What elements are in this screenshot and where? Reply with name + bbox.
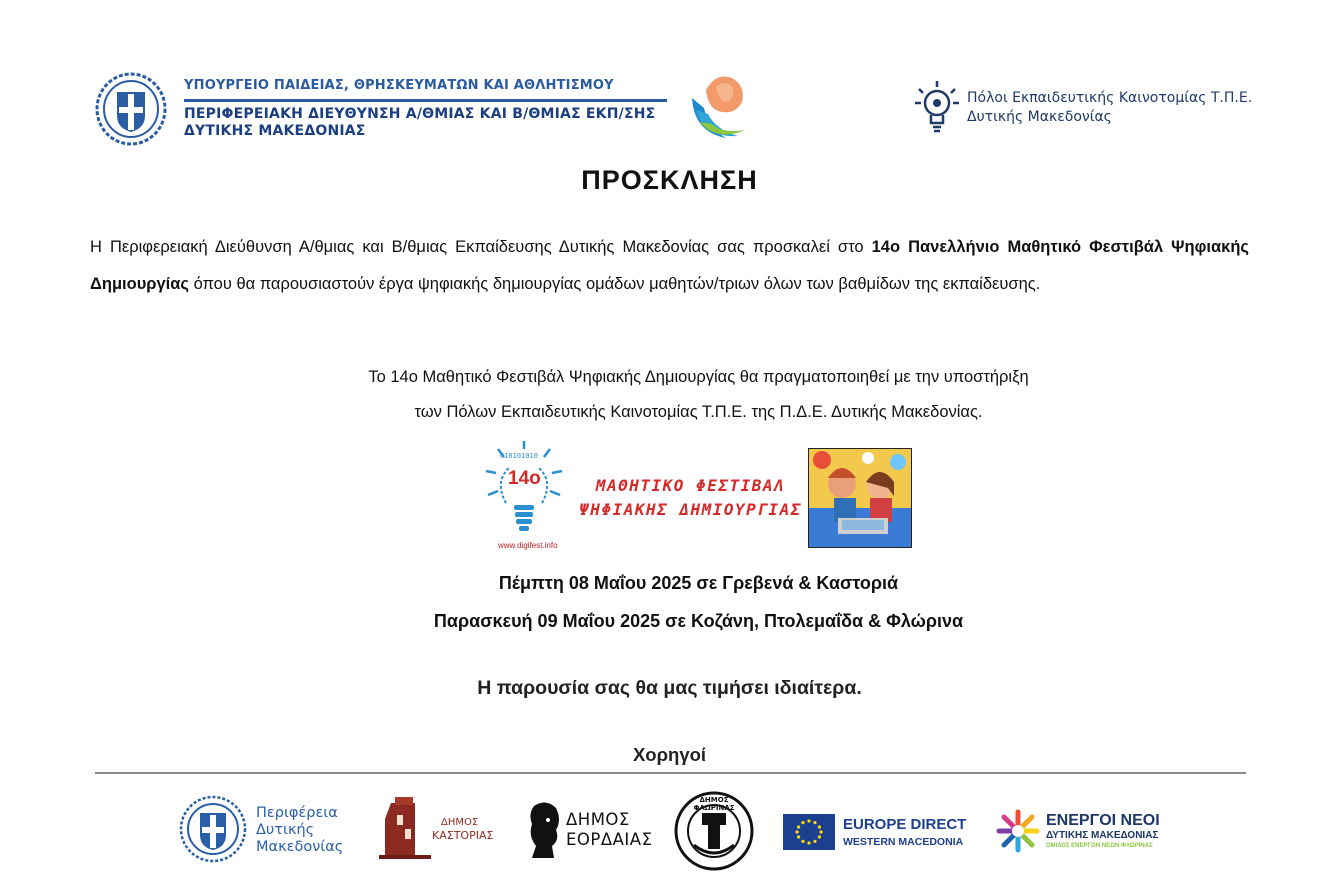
intro-text-2: όπου θα παρουσιαστούν έργα ψηφιακής δημιουργίας ομάδων μαθητών/τριων όλων των βαθμίδων της εκπαίδευσης.	[189, 275, 1041, 293]
eordaia-text-1: ΔΗΜΟΣ	[566, 810, 630, 829]
header-divider	[184, 99, 667, 102]
support-line-1: Το 14ο Μαθητικό Φεστιβάλ Ψηφιακής Δημιουργίας θα πραγματοποιηθεί με την υποστήριξη	[368, 368, 1029, 386]
date-day-1: Πέμπτη 08 Μαΐου 2025 σε Γρεβενά & Καστοριά	[498, 573, 899, 593]
innovation-poles-line-2: Δυτικής Μακεδονίας	[967, 109, 1112, 125]
region-line-2: Δυτικής	[256, 822, 315, 838]
festival-edition: 14ο	[508, 468, 541, 489]
greek-emblem	[95, 72, 167, 146]
energoi-title: ΕΝΕΡΓΟΙ ΝΕΟΙ	[1046, 812, 1160, 829]
festival-comic-illustration	[808, 448, 912, 548]
festival-name-bold: 14ο Πανελλήνιο Μαθητικό Φεστιβάλ Ψηφιακής Δημιουργίας	[90, 238, 1249, 293]
directorate-line-1: ΠΕΡΙΦΕΡΕΙΑΚΗ ΔΙΕΥΘΥΝΣΗ Α/ΘΜΙΑΣ ΚΑΙ Β/ΘΜΙΑΣ ΕΚΠ/ΣΗΣ	[184, 106, 656, 122]
festival-title-line-1: ΜΑΘΗΤΙΚΟ ΦΕΣΤΙΒΑΛ	[595, 476, 786, 495]
ministry-name: ΥΠΟΥΡΓΕΙΟ ΠΑΙΔΕΙΑΣ, ΘΡΗΣΚΕΥΜΑΤΩΝ ΚΑΙ ΑΘΛΗΤΙΣΜΟΥ	[184, 78, 614, 93]
kastoria-text-2: ΚΑΣΤΟΡΙΑΣ	[432, 829, 494, 842]
energoi-burst-logo	[995, 808, 1041, 854]
kastoria-text-1: ΔΗΜΟΣ	[441, 817, 479, 828]
sponsors-title: Χορηγοί	[632, 744, 707, 765]
energoi-subtitle: ΔΥΤΙΚΗΣ ΜΑΚΕΔΟΝΙΑΣ	[1046, 830, 1159, 841]
support-line-2: των Πόλων Εκπαιδευτικής Καινοτομίας Τ.Π.Ε. της Π.Δ.Ε. Δυτικής Μακεδονίας.	[414, 403, 983, 421]
region-emblem	[179, 795, 247, 863]
page-title: ΠΡΟΣΚΛΗΣΗ	[581, 165, 758, 195]
festival-binary: 010101010	[500, 452, 538, 460]
innovation-poles-line-1: Πόλοι Εκπαιδευτικής Καινοτομίας Τ.Π.Ε.	[967, 90, 1253, 106]
eu-flag	[783, 814, 835, 850]
europe-direct-subtitle: WESTERN MACEDONIA	[843, 836, 964, 848]
date-day-2: Παρασκευή 09 Μαΐου 2025 σε Κοζάνη, Πτολεμαΐδα & Φλώρινα	[433, 611, 964, 631]
directorate-line-2: ΔΥΤΙΚΗΣ ΜΑΚΕΔΟΝΙΑΣ	[184, 123, 366, 139]
honor-text: Η παρουσία σας θα μας τιμήσει ιδιαίτερα.	[477, 677, 862, 699]
region-line-3: Μακεδονίας	[256, 839, 344, 855]
eordaia-text-2: ΕΟΡΔΑΙΑΣ	[566, 830, 653, 849]
festival-title-line-2: ΨΗΦΙΑΚΗΣ ΔΗΜΙΟΥΡΓΙΑΣ	[579, 500, 802, 519]
intro-text-1: Η Περιφερειακή Διεύθυνση Α/θμιας και Β/θμιας Εκπαίδευσης Δυτικής Μακεδονίας σας προσκαλεί στο	[90, 238, 872, 256]
eordaia-head-logo	[526, 800, 564, 860]
europe-direct-title: EUROPE DIRECT	[843, 816, 967, 833]
energoi-tagline: ΟΜΙΛΟΣ ΕΝΕΡΓΩΝ ΝΕΩΝ ΦΛΩΡΙΝΑΣ	[1046, 843, 1153, 849]
intro-paragraph	[90, 229, 1249, 303]
regional-map-logo	[686, 68, 758, 146]
kastoria-tower-logo	[375, 795, 435, 861]
festival-site: www.digifest.info	[498, 541, 558, 550]
sponsors-divider	[95, 772, 1246, 774]
florina-seal-text: ΔΗΜΟΣ ΦΛΩΡΙΝΑΣ	[693, 796, 735, 812]
innovation-poles-icon	[913, 79, 961, 137]
region-line-1: Περιφέρεια	[256, 805, 338, 821]
